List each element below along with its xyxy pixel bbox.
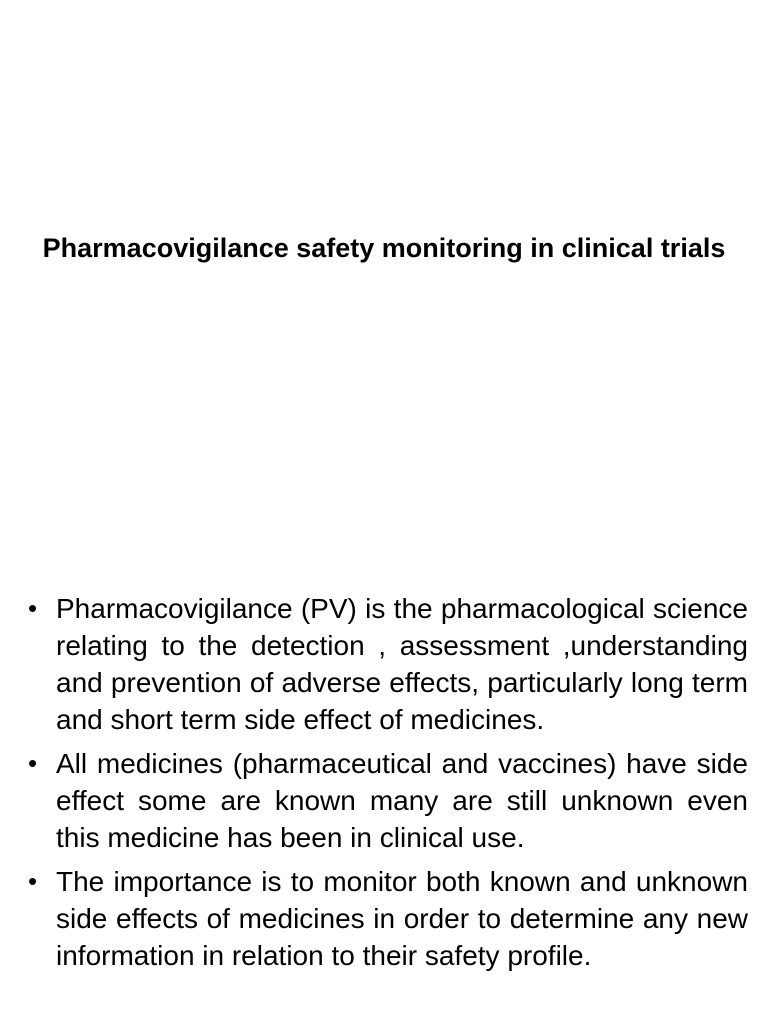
bullet-item xyxy=(28,863,748,974)
bullet-text: The importance is to monitor both known and unknown side effects of medicines in order to determine any new information in relation to their safety profile. xyxy=(56,866,748,971)
bullet-item xyxy=(28,590,748,738)
bullet-icon: • xyxy=(28,866,38,896)
slide-title: Pharmacovigilance safety monitoring in clinical trials xyxy=(42,233,726,263)
bullet-icon: • xyxy=(28,593,38,623)
bullet-list xyxy=(28,590,748,981)
bullet-text: All medicines (pharmaceutical and vaccines) have side effect some are known many are still unknown even this medicine has been in clinical use. xyxy=(56,748,748,853)
bullet-icon: • xyxy=(28,748,38,778)
bullet-text: Pharmacovigilance (PV) is the pharmacological science relating to the detection , assessment ,understanding and prevention of adverse effects, particularly long term and short term side effect of medicines. xyxy=(56,593,748,735)
bullet-item xyxy=(28,745,748,856)
